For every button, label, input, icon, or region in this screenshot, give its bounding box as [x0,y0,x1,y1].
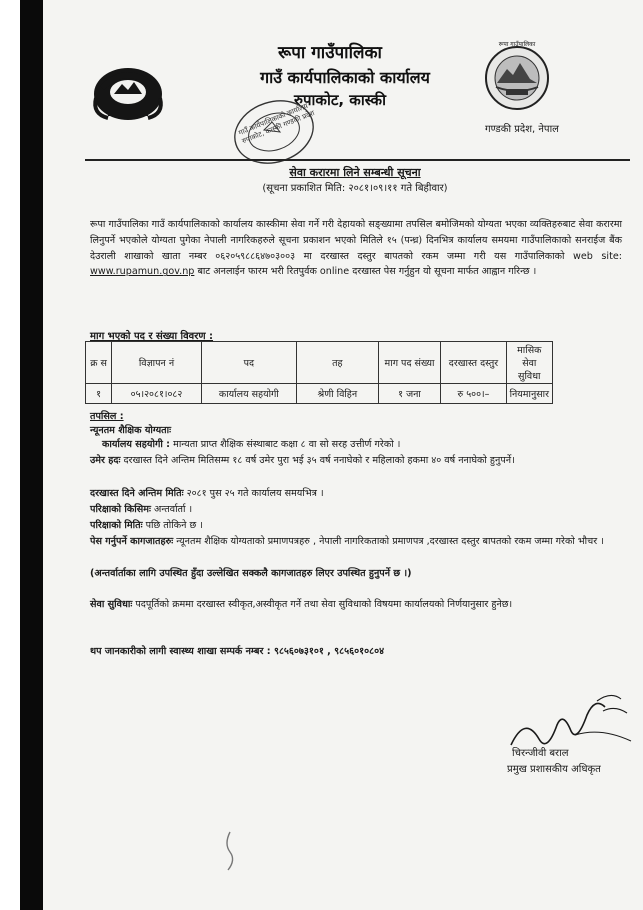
col-header-fee: दरखास्त दस्तुर [441,342,506,384]
cell-count: १ जना [378,384,441,404]
table-caption: माग भएको पद र संख्या विवरण : [90,331,214,342]
docs-text: न्यूनतम शैक्षिक योग्यताको प्रमाणपत्रहरु , नेपाली नागरिकताको प्रमाणपत्र ,दरखास्त दस्तुर बापतको रकम जम्मा गरेको भौचर । [176,536,604,547]
vacancy-table [85,341,553,404]
col-header-count: माग पद संख्या [378,342,441,384]
cell-ad-no: ०५।२०८१।०८२ [112,384,202,404]
col-header-sn: क्र स [86,342,112,384]
website-link[interactable]: www.rupamun.gov.np [90,266,195,278]
qualification-line [90,438,630,452]
cell-facility: नियमानुसार [506,384,552,404]
col-header-ad-no: विज्ञापन नं [112,342,202,384]
deadline-label: दरखास्त दिने अन्तिम मितिः [90,488,184,499]
contact-line: थप जानकारीको लागी स्वास्थ्य शाखा सम्पर्क नम्बर : ९८५६०७३१०१ , ९८५६०१०८०४ [90,646,385,657]
office-title: गाउँ कार्यपालिकाको कार्यालय [260,68,430,87]
notice-title: सेवा करारमा लिने सम्बन्धी सूचना [289,166,421,179]
signatory-title: प्रमुख प्रशासकीय अधिकृत [507,764,601,775]
header-divider [85,159,630,161]
age-limit [90,454,630,468]
docs-label: पेस गर्नुपर्ने कागजातहरुः [90,536,174,547]
cell-post: कार्यालय सहयोगी [201,384,296,404]
exam-label: परिक्षाको किसिमः [90,504,151,515]
logo-text: रूपा गाउँपालिका [498,41,536,48]
exam-date-text: पछि तोकिने छ । [145,520,203,531]
table-row [86,384,553,404]
qualification-post: कार्यालय सहयोगी : [102,439,171,450]
col-header-post: पद [201,342,296,384]
signatory-name: चिरन्जीवी बराल [512,748,569,759]
province-label: गण्डकी प्रदेश, नेपाल [485,124,559,135]
facility-label: सेवा सुविधाः [90,599,133,610]
col-header-level: तह [297,342,379,384]
scan-mark [222,830,238,872]
exam-text: अन्तर्वार्ता । [153,504,193,515]
facility-note [90,598,630,612]
table-header-row [86,342,553,384]
rupa-municipality-logo-icon [482,45,552,111]
exam-type [90,503,630,517]
publish-date: (सूचना प्रकाशित मिति: २०८१।०९।११ गते बिहीवार) [262,183,448,194]
age-text: दरखास्त दिने अन्तिम मितिसम्म १८ वर्ष उमेर पुरा भई ३५ वर्ष ननाघेको र महिलाको हकमा ४० वर्ष ननाघेको हुनुपर्ने। [123,455,515,466]
scan-shadow-bar [20,0,43,910]
seal-text: गाउँ कार्यपालिकाको कार्यालय रुपाकोट, कास्की गण्डकी प्रदेश [237,101,316,146]
page-left-edge [0,0,20,910]
office-location: रुपाकोट, कास्की [294,91,386,109]
intro-paragraph [90,217,622,280]
cell-sn: १ [86,384,112,404]
cell-fee: रु ५००।– [441,384,506,404]
required-docs [90,535,630,549]
age-label: उमेर हदः [90,455,121,466]
qualification-text: मान्यता प्राप्त शैक्षिक संस्थाबाट कक्षा ८ वा सो सरह उत्तीर्ण गरेको । [173,439,401,450]
municipality-title: रूपा गाउँपालिका [278,43,382,63]
cell-level: श्रेणी विहिन [297,384,379,404]
nepal-emblem-icon [88,58,168,124]
facility-text: पदपूर्तिको क्रममा दरखास्त स्वीकृत,अस्वीकृत गर्ने तथा सेवा सुविधाको विषयमा कार्यालयको निर्णयानुसार हुनेछ। [135,599,513,610]
interview-note: (अन्तर्वार्ताका लागि उपस्थित हुँदा उल्लेखित सक्कलै कागजातहरु लिएर उपस्थित हुनुपर्ने छ ।) [90,568,412,579]
intro-text: रूपा गाउँपालिका गाउँ कार्यपालिकाको कार्यालय कास्कीमा सेवा गर्ने गरी देहायको सङ्ख्यामा तपसिल बमोजिमको योग्यता भएका व्यक्तिहरुबाट सेवा करारमा लिनुपर्ने भएकोले योग्यता पुगेका नेपाली नागरिकहरुले सूचना प्रकाशन भएको मितिले १५ (पन्ध्र) दिनभित्र कार्यालय समयमा गाउँपालिकाको सनराईज बैंक देउराली शाखाको खाता नम्बर ०६२०५९८८६४७०३००३ मा दरखास्त दस्तुर बापतको रकम जम्मा गरी यस गाउँपालिकाको web site: [90,219,622,262]
col-header-facility: मासिक सेवा सुविधा [506,342,552,384]
exam-date [90,519,630,533]
qualification-label: न्यूनतम शैक्षिक योग्यताः [90,425,172,436]
deadline-text: २०८१ पुस २५ गते कार्यालय समयभित्र । [186,488,324,499]
details-heading: तपसिल : [90,411,124,422]
intro-text-end: बाट अनलाईन फारम भरी रितपुर्वक online दरखास्त पेस गर्नुहुन यो सूचना मार्फत आह्वान गरिन्छ । [197,266,537,278]
deadline [90,487,630,501]
exam-date-label: परिक्षाको मितिः [90,520,143,531]
